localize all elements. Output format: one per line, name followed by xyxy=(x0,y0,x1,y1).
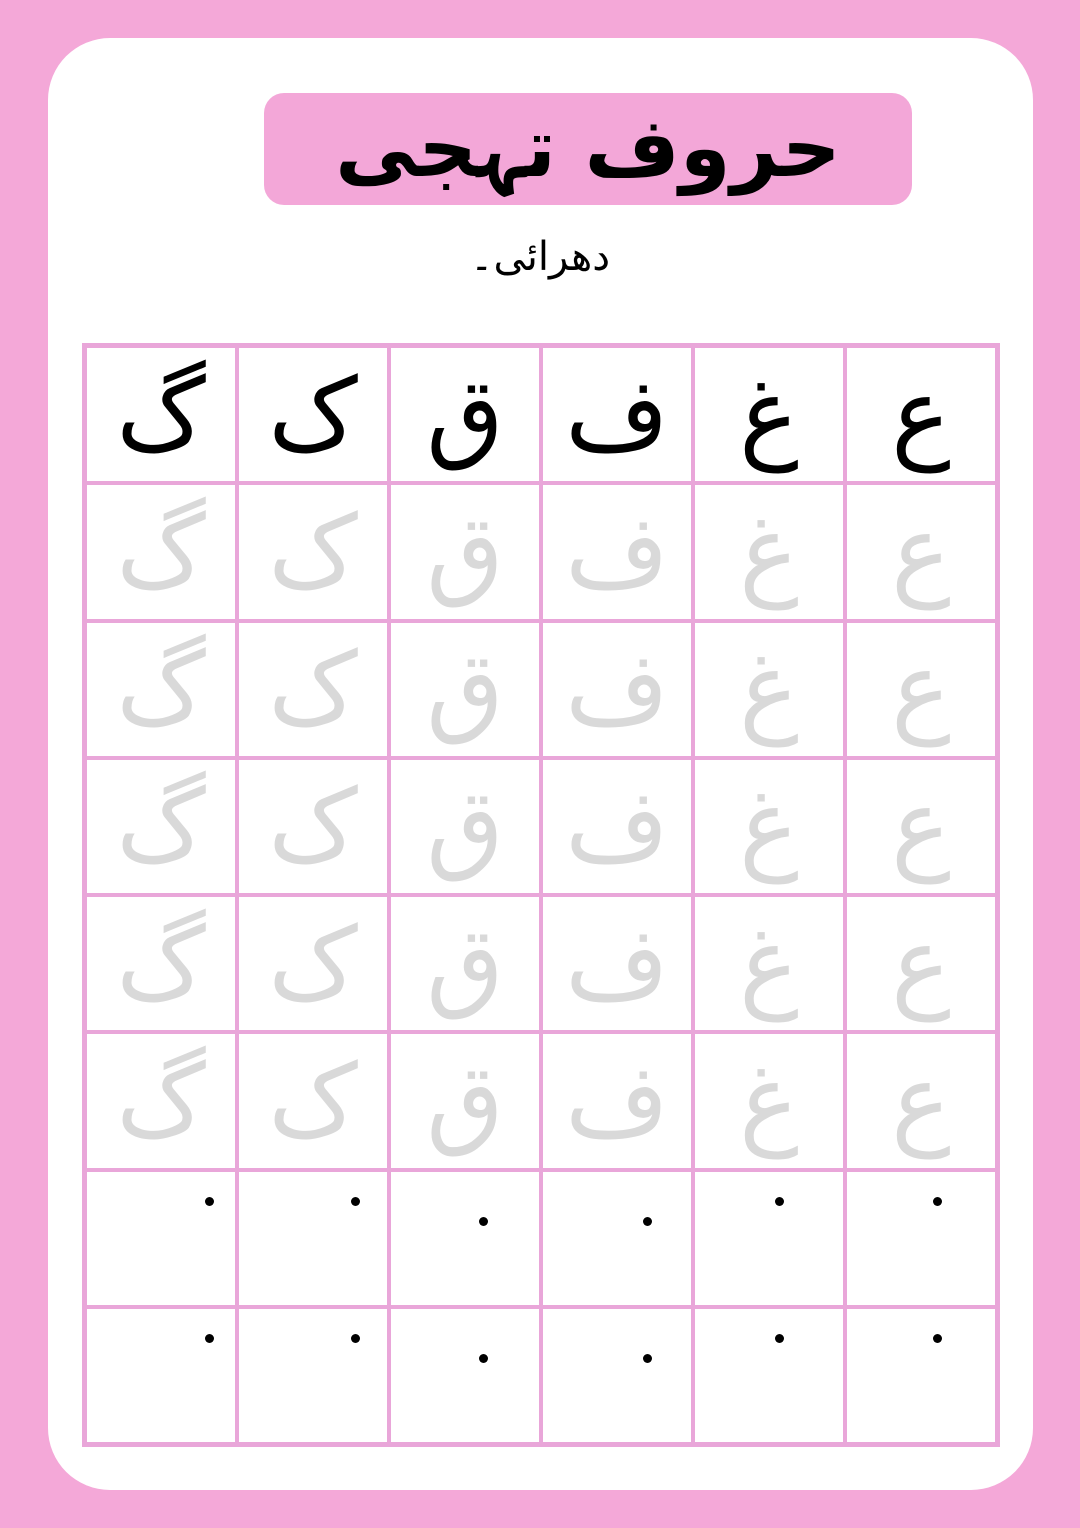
trace-letter: غ xyxy=(739,1041,799,1159)
trace-letter: ک xyxy=(268,767,358,885)
model-letter: غ xyxy=(739,355,799,473)
trace-cell xyxy=(389,483,541,620)
trace-letter: ف xyxy=(565,492,669,610)
trace-cell xyxy=(237,895,389,1032)
trace-letter: ع xyxy=(891,904,951,1022)
practice-cell[interactable] xyxy=(237,1307,389,1444)
trace-cell xyxy=(541,758,693,895)
trace-letter: ف xyxy=(565,767,669,885)
trace-cell xyxy=(693,895,845,1032)
trace-letter: ک xyxy=(268,1041,358,1159)
practice-cell[interactable] xyxy=(85,1170,237,1307)
trace-letter: گ xyxy=(116,492,206,610)
model-letter: ف xyxy=(565,355,669,473)
trace-letter: ع xyxy=(891,630,951,748)
practice-cell[interactable] xyxy=(541,1307,693,1444)
model-letter: ق xyxy=(426,355,504,473)
trace-letter: ع xyxy=(891,492,951,610)
trace-letter: غ xyxy=(739,904,799,1022)
trace-letter: ق xyxy=(426,1041,504,1159)
trace-cell xyxy=(541,621,693,758)
trace-letter: ع xyxy=(891,767,951,885)
model-cell xyxy=(845,346,997,483)
trace-letter: گ xyxy=(116,1041,206,1159)
model-letter: ک xyxy=(268,355,358,473)
start-dot xyxy=(933,1197,942,1206)
start-dot xyxy=(643,1217,652,1226)
worksheet-title: حروف تہجی xyxy=(335,101,841,196)
practice-cell[interactable] xyxy=(693,1170,845,1307)
trace-cell xyxy=(693,483,845,620)
trace-cell xyxy=(85,758,237,895)
model-cell xyxy=(85,346,237,483)
trace-letter: ف xyxy=(565,630,669,748)
trace-cell xyxy=(845,621,997,758)
trace-cell xyxy=(845,758,997,895)
practice-cell[interactable] xyxy=(845,1307,997,1444)
practice-cell[interactable] xyxy=(237,1170,389,1307)
trace-letter: گ xyxy=(116,904,206,1022)
trace-cell xyxy=(389,758,541,895)
trace-cell xyxy=(389,621,541,758)
trace-cell xyxy=(237,621,389,758)
practice-cell[interactable] xyxy=(693,1307,845,1444)
trace-cell xyxy=(389,1032,541,1169)
trace-cell xyxy=(85,1032,237,1169)
trace-letter: گ xyxy=(116,630,206,748)
trace-letter: ق xyxy=(426,630,504,748)
trace-letter: غ xyxy=(739,767,799,885)
practice-cell[interactable] xyxy=(389,1170,541,1307)
letter-practice-grid xyxy=(82,343,1000,1447)
start-dot xyxy=(933,1334,942,1343)
trace-cell xyxy=(541,895,693,1032)
trace-cell xyxy=(85,483,237,620)
start-dot xyxy=(775,1197,784,1206)
trace-letter: ک xyxy=(268,904,358,1022)
start-dot xyxy=(205,1334,214,1343)
start-dot xyxy=(775,1334,784,1343)
trace-cell xyxy=(693,1032,845,1169)
model-letter: گ xyxy=(116,355,206,473)
trace-cell xyxy=(85,895,237,1032)
worksheet-subtitle: دھرائی۔ xyxy=(470,234,610,280)
trace-letter: ق xyxy=(426,904,504,1022)
model-letter: ع xyxy=(891,355,951,473)
trace-letter: گ xyxy=(116,767,206,885)
start-dot xyxy=(351,1334,360,1343)
trace-letter: ق xyxy=(426,492,504,610)
model-cell xyxy=(389,346,541,483)
trace-cell xyxy=(541,1032,693,1169)
model-cell xyxy=(541,346,693,483)
start-dot xyxy=(351,1197,360,1206)
trace-cell xyxy=(85,621,237,758)
trace-letter: غ xyxy=(739,492,799,610)
start-dot xyxy=(205,1197,214,1206)
model-cell xyxy=(237,346,389,483)
start-dot xyxy=(479,1354,488,1363)
trace-letter: ع xyxy=(891,1041,951,1159)
trace-cell xyxy=(845,895,997,1032)
trace-letter: ک xyxy=(268,630,358,748)
title-banner xyxy=(264,93,912,205)
practice-cell[interactable] xyxy=(541,1170,693,1307)
trace-cell xyxy=(845,1032,997,1169)
trace-cell xyxy=(845,483,997,620)
trace-cell xyxy=(541,483,693,620)
trace-letter: غ xyxy=(739,630,799,748)
start-dot xyxy=(479,1217,488,1226)
model-cell xyxy=(693,346,845,483)
trace-letter: ق xyxy=(426,767,504,885)
start-dot xyxy=(643,1354,652,1363)
practice-cell[interactable] xyxy=(389,1307,541,1444)
trace-cell xyxy=(693,621,845,758)
practice-cell[interactable] xyxy=(845,1170,997,1307)
practice-cell[interactable] xyxy=(85,1307,237,1444)
trace-letter: ف xyxy=(565,1041,669,1159)
trace-cell xyxy=(389,895,541,1032)
trace-cell xyxy=(693,758,845,895)
trace-letter: ف xyxy=(565,904,669,1022)
trace-letter: ک xyxy=(268,492,358,610)
trace-cell xyxy=(237,483,389,620)
trace-cell xyxy=(237,1032,389,1169)
trace-cell xyxy=(237,758,389,895)
